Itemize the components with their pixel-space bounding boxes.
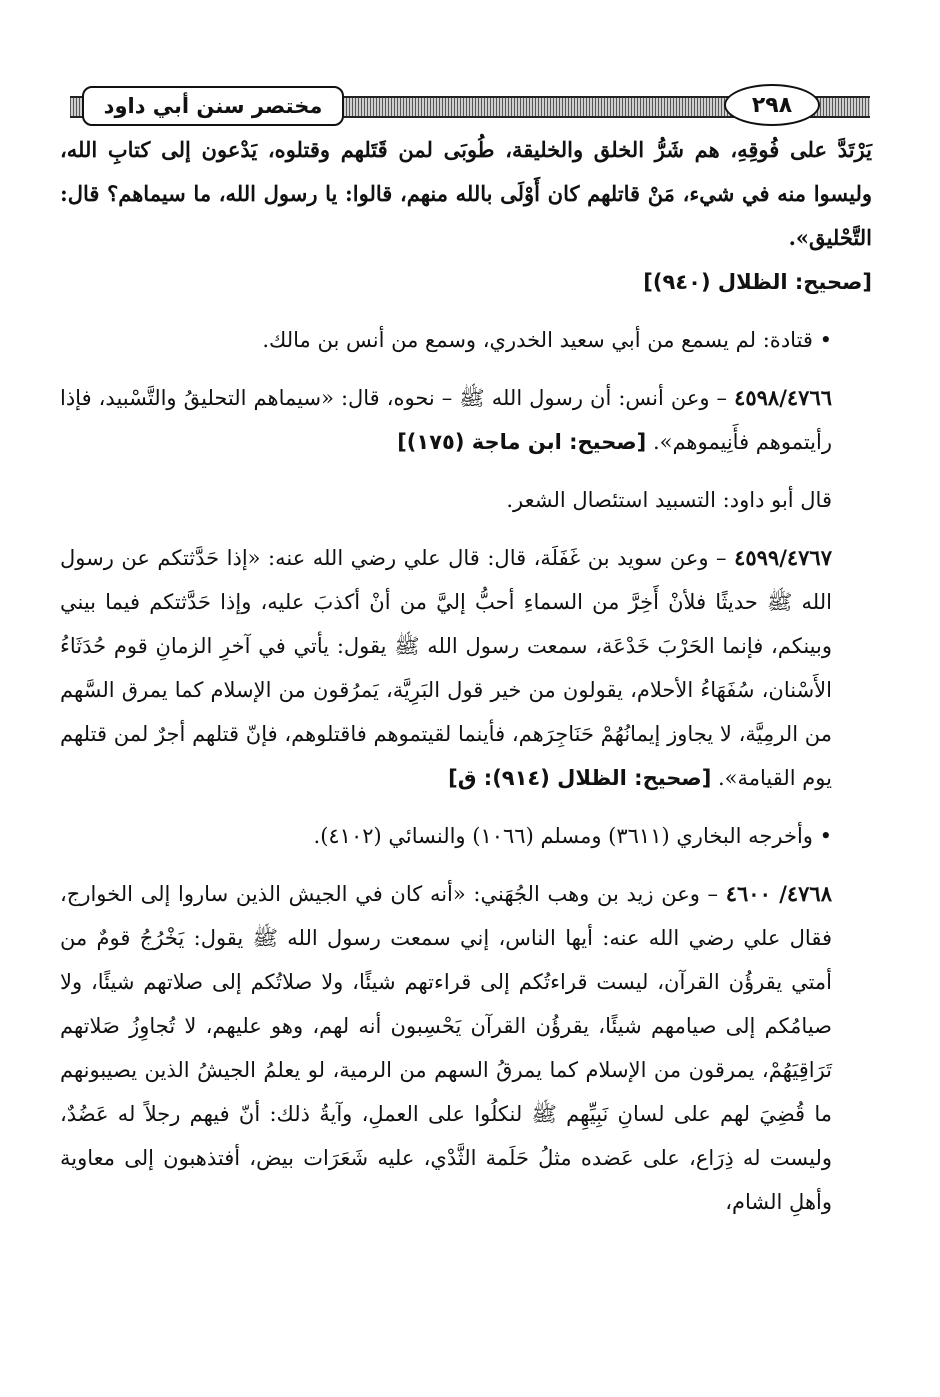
grade-label: [صحيح: الظلال (٩٤٠)] [643,270,872,294]
hadith-text: يَرْتَدَّ على فُوقِهِ، هم شَرُّ الخلق والخليقة، طُوبَى لمن قَتَلهم وقتلوه، يَدْعون إلى كتابِ الله، وليسوا منه في شيء، مَنْ قاتلهم كان أَوْلَى بالله منهم، قالوا: يا رسول الله، ما سيماهم؟ قال: التَّحْليق». [60,137,872,250]
note-text: • قتادة: لم يسمع من أبي سعيد الخدري، وسمع من أنس بن مالك. [262,328,832,352]
hadith-paragraph [60,872,872,1224]
note-text: قال أبو داود: التسبيد استئصال الشعر. [506,488,832,512]
hadith-number: ٤٧٦٨/ ٤٦٠٠ [725,881,832,906]
hadith-number: ٤٥٩٩/٤٧٦٧ [734,545,832,570]
hadith-paragraph [60,376,872,464]
grade-label: [صحيح: ابن ماجة (١٧٥)] [397,430,647,454]
note-paragraph [60,478,872,522]
book-title: مختصر سنن أبي داود [82,86,344,126]
hadith-text: – وعن سويد بن غَفَلَة، قال: قال علي رضي الله عنه: «إذا حَدَّثتكم عن رسول الله ﷺ حديثًا فلأنْ أَخِرَّ من السماءِ أحبُّ إليَّ من أنْ أكذبَ عليه، وإذا حَدَّثتكم فيما بيني وبينكم، فإنما الحَرْبَ خَدْعَة، سمعت رسول الله ﷺ يقول: يأتي في آخرِ الزمانِ قوم حُدَثَاءُ الأَسْنان، سُفَهَاءُ الأحلام، يقولون من خير قول البَرِيَّة، يَمرُقون من الإسلام كما يمرق السَّهم من الرمِيَّة، لا يجاوز إيمانُهُمْ حَنَاجِرَهم، فأينما لقيتموهم فاقتلوهم، فإنّ قتلهم أجرٌ لمن قتلهم يوم القيامة». [60,546,832,790]
note-paragraph [60,318,872,362]
note-paragraph [60,814,872,858]
page-body [60,128,872,1238]
note-text: • وأخرجه البخاري (٣٦١١) ومسلم (١٠٦٦) والنسائي (٤١٠٢). [313,824,832,848]
grade-label: [صحيح: الظلال (٩١٤): ق] [448,766,712,790]
page-header [70,84,870,126]
paragraph [60,128,872,304]
hadith-paragraph [60,536,872,800]
hadith-text: – وعن زيد بن وهب الجُهَني: «أنه كان في الجيش الذين ساروا إلى الخوارج، فقال علي رضي الله عنه: أيها الناس، إني سمعت رسول الله ﷺ يقول: يَخْرُجُ قومٌ من أمتي يقرؤُن القرآن، ليست قراءتُكم إلى قراءتهم شيئًا، ولا صلاتُكم إلى صلاتهم شيئًا، ولا صيامُكم إلى صيامهم شيئًا، يقرؤُن القرآن يَحْسِبون أنه لهم، وهو عليهم، لا تُجاوِزُ صَلاتهم تَرَاقِيَهُمْ، يمرقون من الإسلام كما يمرقُ السهم من الرمية، لو يعلمُ الجيشُ الذين يصيبونهم ما قُضِيَ لهم على لسانِ نَبِيِّهِم ﷺ لنكلُوا على العملِ، وآيةُ ذلك: أنّ فيهم رجلاً له عَضُدٌ، وليست له ذِرَاع، على عَضده مثلُ حَلَمة الثَّدْي، عليه شَعَرَات بيض، أفتذهبون إلى معاوية وأهلِ الشام، [60,882,832,1214]
hadith-text: – وعن أنس: أن رسول الله ﷺ – نحوه، قال: «سيماهم التحليقُ والتَّسْبيد، فإذا رأيتموهم فأَنِيموهم». [60,386,832,454]
hadith-number: ٤٥٩٨/٤٧٦٦ [734,385,832,410]
page-number: ٢٩٨ [724,84,820,126]
